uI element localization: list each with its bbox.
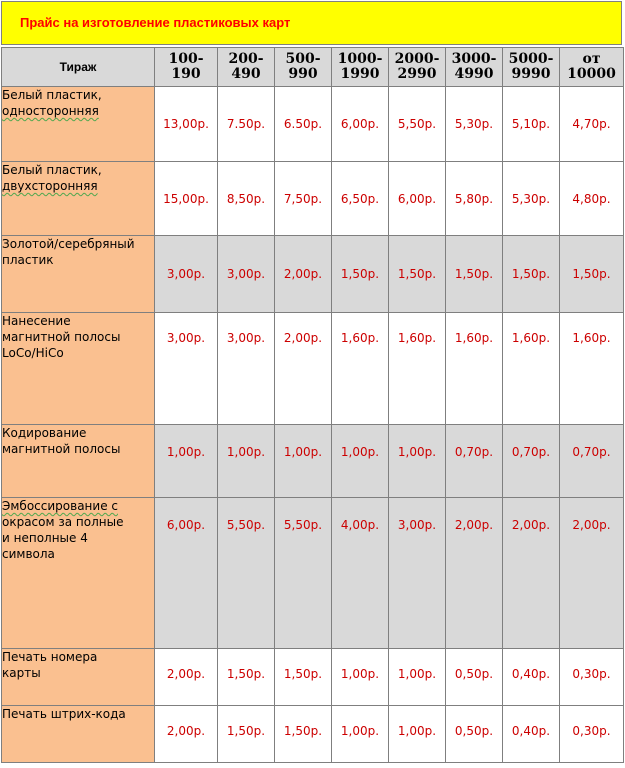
header-range: [389, 48, 446, 87]
price-cell: 8,50р.: [218, 162, 275, 236]
price-cell: 1,50р.: [332, 236, 389, 313]
price-cell: 1,50р.: [503, 236, 560, 313]
price-cell: 1,00р.: [332, 706, 389, 763]
price-cell: 1,60р.: [389, 313, 446, 425]
range-to: 2990: [397, 66, 437, 82]
price-cell: 0,40р.: [503, 649, 560, 706]
price-cell: 0,30р.: [560, 649, 624, 706]
range-to: 10000: [567, 66, 616, 82]
price-cell: 1,00р.: [332, 425, 389, 498]
label-line: магнитной полосы: [2, 330, 121, 344]
range-from: 3000-: [451, 51, 497, 67]
price-cell: 0,50р.: [446, 649, 503, 706]
table-row: [2, 425, 624, 498]
range-from: 200-: [228, 51, 264, 67]
price-cell: 3,00р.: [218, 236, 275, 313]
table-row: [2, 649, 624, 706]
label-line: Кодирование: [2, 426, 87, 440]
price-cell: 1,00р.: [389, 706, 446, 763]
header-range: [155, 48, 218, 87]
range-from: от: [582, 51, 601, 67]
table-row: [2, 498, 624, 649]
price-cell: 5,50р.: [389, 87, 446, 162]
label-line: Печать номера: [2, 650, 98, 664]
header-range: [332, 48, 389, 87]
price-cell: 1,60р.: [332, 313, 389, 425]
price-cell: 1,00р.: [332, 649, 389, 706]
price-cell: 1,50р.: [218, 706, 275, 763]
price-cell: 2,00р.: [560, 498, 624, 649]
price-cell: 2,00р.: [155, 649, 218, 706]
price-cell: 1,60р.: [560, 313, 624, 425]
row-label: [2, 313, 155, 425]
range-to: 190: [171, 66, 201, 82]
row-label: [2, 236, 155, 313]
price-cell: 5,50р.: [275, 498, 332, 649]
price-cell: 0,70р.: [446, 425, 503, 498]
label-line: Нанесение: [2, 314, 71, 328]
price-cell: 3,00р.: [218, 313, 275, 425]
row-label: [2, 87, 155, 162]
price-cell: 2,00р.: [503, 498, 560, 649]
table-row: [2, 236, 624, 313]
page-title: Прайс на изготовление пластиковых карт: [20, 15, 291, 30]
price-cell: 6,50р.: [332, 162, 389, 236]
price-cell: 3,00р.: [155, 313, 218, 425]
price-cell: 0,40р.: [503, 706, 560, 763]
header-range: [275, 48, 332, 87]
table-row: [2, 162, 624, 236]
row-label: [2, 162, 155, 236]
range-to: 9990: [511, 66, 551, 82]
price-cell: 4,80р.: [560, 162, 624, 236]
price-cell: 0,70р.: [503, 425, 560, 498]
title-banner: [1, 1, 622, 45]
header-range: [446, 48, 503, 87]
header-range: [560, 48, 624, 87]
label-line: LoCo/HiCo: [2, 346, 64, 360]
header-tirazh: Тираж: [2, 48, 155, 87]
label-line: Печать штрих-кода: [2, 707, 126, 721]
label-line: магнитной полосы: [2, 442, 121, 456]
header-row: [2, 48, 624, 87]
price-cell: 5,10р.: [503, 87, 560, 162]
price-cell: 1,00р.: [389, 425, 446, 498]
label-line: Золотой/серебряный: [2, 237, 135, 251]
price-cell: 1,50р.: [446, 236, 503, 313]
range-from: 5000-: [508, 51, 554, 67]
range-from: 1000-: [337, 51, 383, 67]
price-cell: 1,00р.: [218, 425, 275, 498]
price-cell: 1,50р.: [560, 236, 624, 313]
price-cell: 1,50р.: [389, 236, 446, 313]
label-line: окрасом за полные: [2, 515, 124, 529]
label-line: Белый пластик,: [2, 88, 102, 102]
price-cell: 6,00р.: [332, 87, 389, 162]
price-cell: 6,00р.: [155, 498, 218, 649]
price-cell: 0,30р.: [560, 706, 624, 763]
price-cell: 1,00р.: [275, 425, 332, 498]
row-label: [2, 425, 155, 498]
price-cell: 1,00р.: [155, 425, 218, 498]
price-cell: 6.50р.: [275, 87, 332, 162]
header-range: [503, 48, 560, 87]
label-line: символа: [2, 547, 55, 561]
label-line: Эмбоссирование с: [2, 499, 118, 513]
range-from: 500-: [285, 51, 321, 67]
range-to: 990: [288, 66, 318, 82]
table-row: [2, 87, 624, 162]
range-from: 2000-: [394, 51, 440, 67]
label-line: карты: [2, 666, 41, 680]
range-to: 4990: [454, 66, 494, 82]
price-cell: 15,00р.: [155, 162, 218, 236]
price-cell: 7.50р.: [218, 87, 275, 162]
row-label: [2, 649, 155, 706]
header-range: [218, 48, 275, 87]
price-cell: 3,00р.: [155, 236, 218, 313]
price-cell: 1,60р.: [446, 313, 503, 425]
row-label: [2, 498, 155, 649]
range-to: 1990: [340, 66, 380, 82]
price-cell: 2,00р.: [155, 706, 218, 763]
price-cell: 2,00р.: [275, 236, 332, 313]
price-cell: 6,00р.: [389, 162, 446, 236]
range-from: 100-: [168, 51, 204, 67]
price-cell: 4,00р.: [332, 498, 389, 649]
price-cell: 5,80р.: [446, 162, 503, 236]
table-row: [2, 313, 624, 425]
price-cell: 2,00р.: [446, 498, 503, 649]
price-cell: 7,50р.: [275, 162, 332, 236]
label-line: двухсторонняя: [2, 179, 98, 193]
price-table: [1, 47, 624, 763]
label-line: односторонняя: [2, 104, 99, 118]
price-cell: 1,50р.: [275, 706, 332, 763]
price-cell: 1,60р.: [503, 313, 560, 425]
price-cell: 3,00р.: [389, 498, 446, 649]
range-to: 490: [231, 66, 261, 82]
price-cell: 1,50р.: [218, 649, 275, 706]
label-line: Белый пластик,: [2, 163, 102, 177]
price-cell: 0,50р.: [446, 706, 503, 763]
row-label: [2, 706, 155, 763]
table-row: [2, 706, 624, 763]
label-line: и неполные 4: [2, 531, 88, 545]
price-cell: 5,30р.: [503, 162, 560, 236]
label-line: пластик: [2, 253, 54, 267]
price-cell: 1,00р.: [389, 649, 446, 706]
price-cell: 2,00р.: [275, 313, 332, 425]
price-cell: 1,50р.: [275, 649, 332, 706]
price-cell: 13,00р.: [155, 87, 218, 162]
price-cell: 0,70р.: [560, 425, 624, 498]
price-cell: 4,70р.: [560, 87, 624, 162]
price-cell: 5,30р.: [446, 87, 503, 162]
price-cell: 5,50р.: [218, 498, 275, 649]
